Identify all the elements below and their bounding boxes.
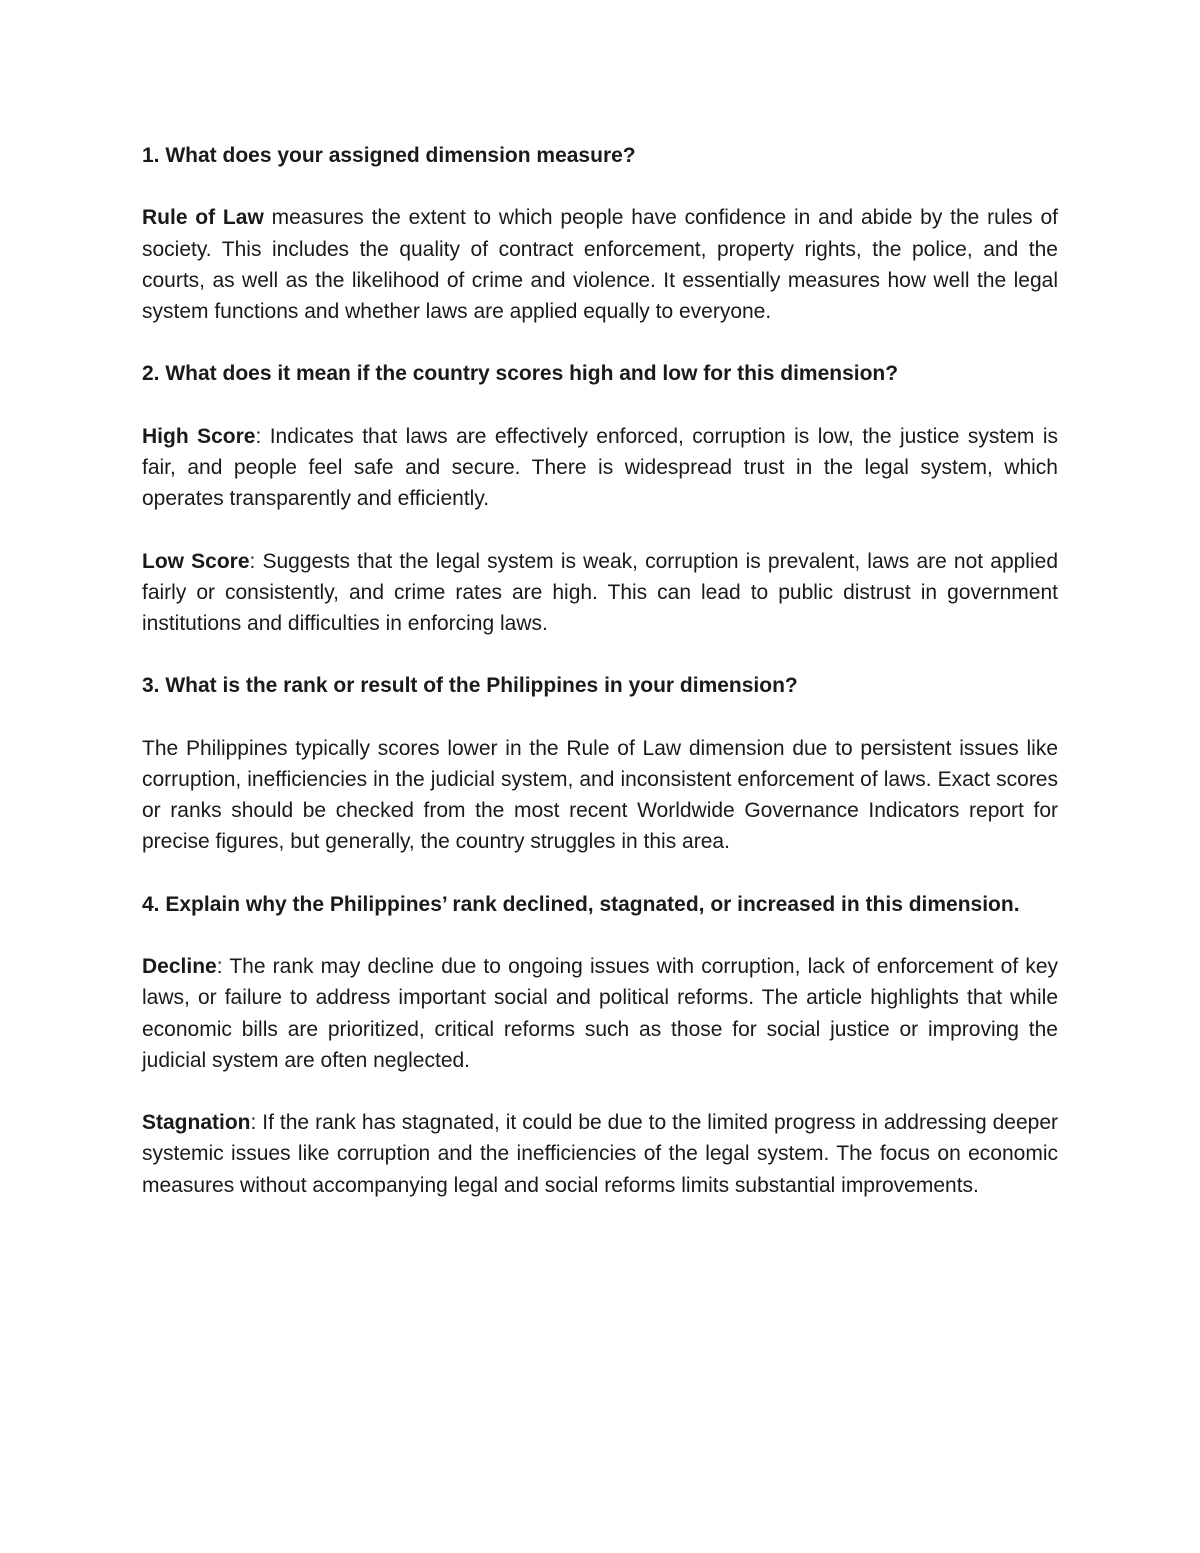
section-3 (142, 670, 1058, 857)
paragraph-text: : The rank may decline due to ongoing issues with corruption, lack of enforcement of key laws, or failure to address important social and political reforms. The article highlights that while economic bills are prioritized, critical reforms such as those for social justice or improving the judicial system are often neglected. (142, 955, 1058, 1072)
section-4 (142, 889, 1058, 1201)
paragraph-text: measures the extent to which people have confidence in and abide by the rules of society. This includes the quality of contract enforcement, property rights, the police, and the courts, as well as the likelihood of crime and violence. It essentially measures how well the legal system functions and whether laws are applied equally to everyone. (142, 206, 1058, 323)
question-heading: 2. What does it mean if the country scores high and low for this dimension? (142, 362, 899, 386)
paragraph-text: : Indicates that laws are effectively enforced, corruption is low, the justice system is fair, and people feel safe and secure. There is widespread trust in the legal system, which operates transparently and efficiently. (142, 424, 1058, 511)
section-2 (142, 358, 1058, 639)
question-heading: 4. Explain why the Philippines’ rank declined, stagnated, or increased in this dimension. (142, 892, 1020, 916)
answer-paragraph (142, 951, 1058, 1076)
paragraph-lead: High Score (142, 424, 256, 448)
paragraph-text: : If the rank has stagnated, it could be due to the limited progress in addressing deeper systemic issues like corruption and the inefficiencies of the legal system. The focus on economic measures without accompanying legal and social reforms limits substantial improvements. (142, 1111, 1058, 1197)
question-heading: 1. What does your assigned dimension measure? (142, 144, 636, 167)
answer-paragraph (142, 1107, 1058, 1201)
answer-paragraph (142, 546, 1058, 640)
answer-paragraph (142, 733, 1058, 858)
paragraph-lead: Rule of Law (142, 206, 264, 230)
section-1 (142, 140, 1058, 327)
answer-paragraph (142, 202, 1058, 327)
paragraph-text: The Philippines typically scores lower in the Rule of Law dimension due to persistent issues like corruption, inefficiencies in the judicial system, and inconsistent enforcement of laws. Exact scores or ranks should be checked from the most recent Worldwide Governance Indicators report for precise figures, but generally, the country struggles in this area. (142, 736, 1058, 854)
paragraph-text: : Suggests that the legal system is weak, corruption is prevalent, laws are not applied fairly or consistently, and crime rates are high. This can lead to public distrust in government institutions and difficulties in enforcing laws. (142, 549, 1058, 635)
answer-paragraph (142, 421, 1058, 515)
paragraph-lead: Decline (142, 955, 217, 979)
paragraph-lead: Stagnation (142, 1111, 251, 1135)
document-page (142, 140, 1058, 1232)
question-heading: 3. What is the rank or result of the Philippines in your dimension? (142, 674, 798, 698)
paragraph-lead: Low Score (142, 549, 250, 573)
